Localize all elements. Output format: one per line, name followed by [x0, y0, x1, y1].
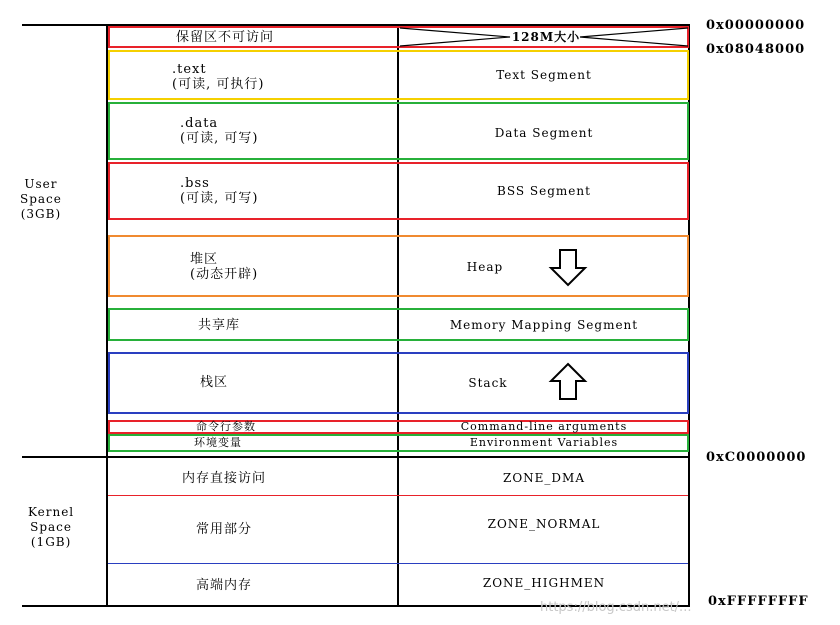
address-0x08048000: 0x08048000	[706, 42, 806, 57]
segment-stack	[108, 352, 689, 414]
segment-stack-left: 栈区	[200, 375, 229, 390]
segment-cmdline-args-left: 命令行参数	[196, 420, 256, 433]
segment-data-right: Data Segment	[494, 126, 594, 140]
watermark: https://blog.csdn.net/...	[540, 600, 692, 615]
segment-shared-library-right: Memory Mapping Segment	[449, 318, 639, 332]
address-0x00000000: 0x00000000	[706, 18, 806, 33]
segment-bss-right: BSS Segment	[497, 184, 591, 198]
kernel-boundary-line	[22, 456, 690, 458]
heap-down-arrow-icon	[548, 248, 588, 288]
segment-text-left: .text (可读, 可执行)	[172, 62, 265, 92]
user-space-label: User Space (3GB)	[20, 177, 62, 221]
segment-environment-right: Environment Variables	[469, 436, 619, 449]
kernel-normal-left: 常用部分	[196, 522, 253, 537]
segment-text-right: Text Segment	[496, 68, 592, 82]
address-0xFFFFFFFF: 0xFFFFFFFF	[708, 594, 809, 609]
address-0xC0000000: 0xC0000000	[706, 450, 807, 465]
segment-reserved-right: 128M大小	[511, 30, 581, 44]
segment-heap-right: Heap	[466, 260, 504, 274]
stack-up-arrow-icon	[548, 362, 588, 402]
segment-shared-library-left: 共享库	[198, 318, 241, 333]
kernel-dma-left: 内存直接访问	[182, 471, 267, 486]
kernel-space-label: Kernel Space (1GB)	[28, 505, 75, 549]
kernel-highmem-left: 高端内存	[196, 578, 253, 593]
segment-environment-left: 环境变量	[194, 436, 242, 449]
segment-reserved-left: 保留区不可访问	[176, 30, 275, 45]
kernel-dma-divider	[108, 495, 688, 496]
segment-stack-right: Stack	[468, 376, 508, 390]
segment-data-left: .data (可读, 可写)	[180, 116, 259, 146]
kernel-normal-divider	[108, 563, 688, 564]
segment-cmdline-args-right: Command-line arguments	[460, 420, 628, 433]
kernel-highmem-right: ZONE_HIGHMEN	[482, 576, 606, 590]
kernel-normal-right: ZONE_NORMAL	[487, 517, 601, 531]
segment-bss-left: .bss (可读, 可写)	[180, 176, 259, 206]
kernel-dma-right: ZONE_DMA	[502, 471, 585, 485]
segment-heap-left: 堆区 (动态开辟)	[190, 252, 259, 282]
